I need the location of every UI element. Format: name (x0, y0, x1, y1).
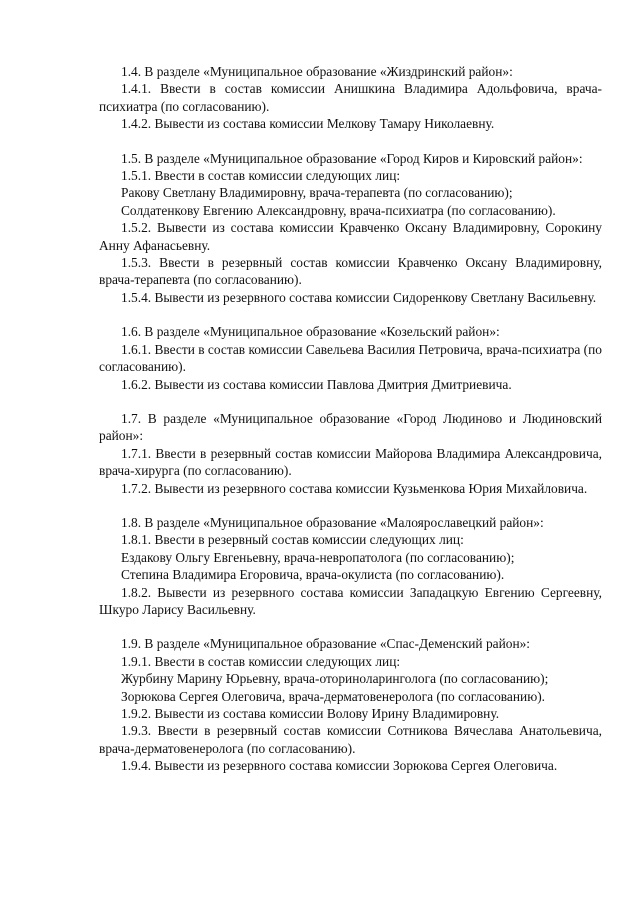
paragraph: 1.5.3. Ввести в резервный состав комиссии Кравченко Оксану Владимировну, врача-терапевта (по согласованию). (99, 255, 602, 288)
paragraph: 1.6.2. Вывести из состава комиссии Павлова Дмитрия Дмитриевича. (121, 376, 512, 392)
paragraph: Журбину Марину Юрьевну, врача-оториноларинголога (по согласованию); (121, 671, 549, 687)
paragraph: 1.5. В разделе «Муниципальное образование «Город Киров и Кировский район»: (121, 150, 583, 166)
paragraph: Зорюкова Сергея Олеговича, врача-дерматовенеролога (по согласованию). (121, 688, 546, 704)
paragraph: 1.7. В разделе «Муниципальное образование «Город Людиново и Людиновский район»: (99, 410, 602, 444)
paragraph: 1.8. В разделе «Муниципальное образование «Малоярославецкий район»: (121, 514, 544, 530)
paragraph: 1.5.1. Ввести в состав комиссии следующих лиц: (121, 168, 401, 184)
document-body (99, 63, 602, 775)
paragraph: 1.9.1. Ввести в состав комиссии следующих лиц: (121, 653, 401, 669)
paragraph: Ракову Светлану Владимировну, врача-терапевта (по согласованию); (121, 185, 513, 201)
paragraph: 1.6.1. Ввести в состав комиссии Савельева Василия Петровича, врача-психиатра (по согласованию). (99, 341, 602, 375)
paragraph: 1.5.2. Вывести из состава комиссии Кравченко Оксану Владимировну, Сорокину Анну Афанасьевну. (99, 220, 602, 253)
paragraph: 1.9.2. Вывести из состава комиссии Волову Ирину Владимировну. (121, 706, 500, 721)
paragraph: 1.4.1. Ввести в состав комиссии Анишкина Владимира Адольфовича, врача-психиатра (по согласованию). (99, 81, 602, 114)
paragraph: 1.9.4. Вывести из резервного состава комиссии Зорюкова Сергея Олеговича. (121, 758, 558, 774)
paragraph: 1.8.2. Вывести из резервного состава комиссии Западацкую Евгению Сергеевну, Шкуро Ларису Васильевну. (99, 584, 602, 617)
section-1-5 (99, 150, 602, 307)
section-1-6 (99, 323, 602, 393)
paragraph: 1.9.3. Ввести в резервный состав комиссии Сотникова Вячеслава Анатольевича, врача-дерматовенеролога (по согласованию). (99, 723, 602, 756)
paragraph: 1.4.2. Вывести из состава комиссии Мелкову Тамару Николаевну. (121, 116, 495, 132)
paragraph: Степина Владимира Егоровича, врача-окулиста (по согласованию). (121, 567, 505, 583)
section-1-7 (99, 410, 602, 497)
paragraph: 1.9. В разделе «Муниципальное образование «Спас-Деменский район»: (121, 636, 531, 652)
paragraph: 1.7.1. Ввести в резервный состав комиссии Майорова Владимира Александровича, врача-хирурга (по согласованию). (99, 445, 602, 479)
paragraph: Солдатенкову Евгению Александровну, врача-психиатра (по согласованию). (121, 202, 556, 218)
paragraph: 1.6. В разделе «Муниципальное образование «Козельский район»: (121, 324, 500, 340)
paragraph: 1.5.4. Вывести из резервного состава комиссии Сидоренкову Светлану Васильевну. (121, 289, 597, 305)
section-1-9 (99, 635, 602, 774)
paragraph: 1.8.1. Ввести в резервный состав комиссии следующих лиц: (121, 532, 464, 548)
section-1-8 (99, 514, 602, 618)
paragraph: 1.4. В разделе «Муниципальное образование «Жиздринский район»: (121, 64, 513, 79)
section-1-4 (99, 63, 602, 133)
paragraph: Ездакову Ольгу Евгеньевну, врача-невропатолога (по согласованию); (121, 549, 515, 565)
paragraph: 1.7.2. Вывести из резервного состава комиссии Кузьменкова Юрия Михайловича. (121, 480, 588, 496)
